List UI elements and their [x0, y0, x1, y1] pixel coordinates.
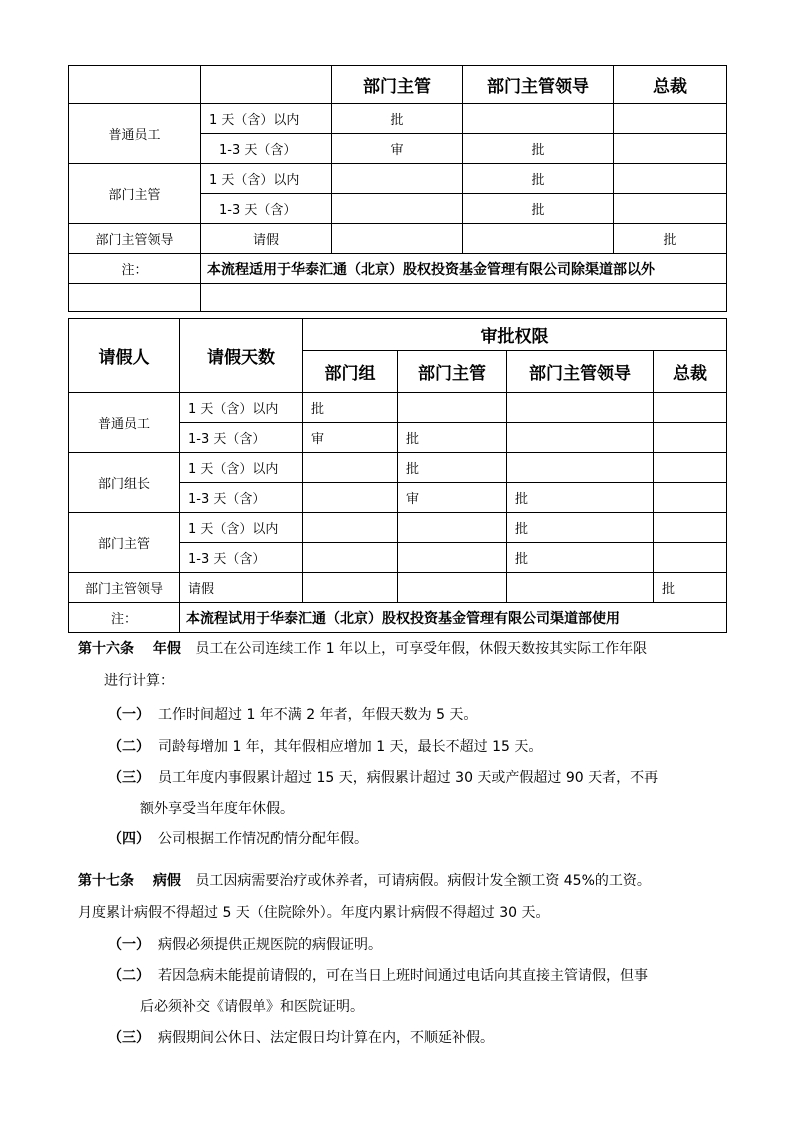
table1-days: 1 天（含）以内 [201, 104, 332, 134]
approval-table-general [68, 65, 727, 312]
table2-days: 1 天（含）以内 [180, 513, 303, 543]
table2-cell [303, 453, 398, 483]
table1-days: 1 天（含）以内 [201, 164, 332, 194]
table1-header-blank-2 [201, 66, 332, 104]
table2-cell [303, 543, 398, 573]
table2-header-dept-leader: 部门主管领导 [507, 351, 654, 393]
table2-cell: 批 [507, 483, 654, 513]
article-16-line2: 进行计算： [104, 673, 174, 689]
table2-group: 部门组长 [69, 453, 180, 513]
table2-header-authority: 审批权限 [303, 319, 727, 351]
table1-cell [614, 134, 727, 164]
list-item: （一） 工作时间超过 1 年不满 2 年者，年假天数为 5 天。 [108, 707, 478, 723]
table2-days: 1 天（含）以内 [180, 393, 303, 423]
table1-cell [614, 194, 727, 224]
table1-cell: 批 [614, 224, 727, 254]
table2-cell: 审 [303, 423, 398, 453]
table2-cell [654, 483, 727, 513]
table2-cell [398, 573, 507, 603]
table1-days: 1-3 天（含） [201, 134, 332, 164]
table2-header-applicant: 请假人 [69, 319, 180, 393]
table1-cell [463, 104, 614, 134]
list-item: （三） 员工年度内事假累计超过 15 天，病假累计超过 30 天或产假超过 90 天者，不再 [108, 770, 659, 786]
table2-group: 部门主管领导 [69, 573, 180, 603]
table1-days: 1-3 天（含） [201, 194, 332, 224]
table1-empty-cell [69, 284, 201, 312]
table1-cell [332, 224, 463, 254]
article-17-title: 第十七条 病假 [78, 873, 181, 889]
table2-note-text: 本流程试用于华泰汇通（北京）股权投资基金管理有限公司渠道部使用 [180, 603, 727, 633]
list-item-continuation: 后必须补交《请假单》和医院证明。 [140, 999, 364, 1015]
table1-cell: 批 [463, 194, 614, 224]
table2-days: 请假 [180, 573, 303, 603]
table2-cell [654, 393, 727, 423]
table2-cell: 审 [398, 483, 507, 513]
table2-cell [507, 393, 654, 423]
table2-cell: 批 [398, 453, 507, 483]
table1-group: 部门主管领导 [69, 224, 201, 254]
list-item: （四） 公司根据工作情况酌情分配年假。 [108, 831, 368, 847]
article-17-line1: 员工因病需要治疗或休养者，可请病假。病假计发全额工资 45%的工资。 [195, 873, 651, 889]
table2-cell: 批 [303, 393, 398, 423]
table1-cell [614, 164, 727, 194]
table2-header-dept-group: 部门组 [303, 351, 398, 393]
table2-note-label: 注： [69, 603, 180, 633]
table2-cell [398, 393, 507, 423]
table1-empty-cell [201, 284, 727, 312]
table2-cell [303, 573, 398, 603]
table2-cell [654, 513, 727, 543]
table1-cell: 批 [463, 164, 614, 194]
table2-cell [507, 453, 654, 483]
table2-header-president: 总裁 [654, 351, 727, 393]
table1-cell [614, 104, 727, 134]
table2-days: 1-3 天（含） [180, 423, 303, 453]
table2-group: 部门主管 [69, 513, 180, 573]
table1-cell: 审 [332, 134, 463, 164]
table1-cell [463, 224, 614, 254]
table2-cell [507, 573, 654, 603]
list-item: （二） 若因急病未能提前请假的，可在当日上班时间通过电话向其直接主管请假，但事 [108, 968, 648, 984]
table1-header-dept-manager: 部门主管 [332, 66, 463, 104]
table2-cell [398, 513, 507, 543]
table1-group: 普通员工 [69, 104, 201, 164]
table1-cell: 批 [463, 134, 614, 164]
table1-header-dept-leader: 部门主管领导 [463, 66, 614, 104]
table2-cell: 批 [507, 513, 654, 543]
table1-cell: 批 [332, 104, 463, 134]
table1-header-blank-1 [69, 66, 201, 104]
table1-note-label: 注： [69, 254, 201, 284]
table1-cell [332, 164, 463, 194]
list-item-continuation: 额外享受当年度年休假。 [140, 801, 294, 817]
table2-header-days: 请假天数 [180, 319, 303, 393]
list-item: （二） 司龄每增加 1 年，其年假相应增加 1 天，最长不超过 15 天。 [108, 739, 543, 755]
table2-cell [303, 483, 398, 513]
table2-cell [303, 513, 398, 543]
list-item: （一） 病假必须提供正规医院的病假证明。 [108, 937, 382, 953]
table2-cell [654, 423, 727, 453]
table1-group: 部门主管 [69, 164, 201, 224]
table2-cell: 批 [398, 423, 507, 453]
table2-cell: 批 [654, 573, 727, 603]
table2-days: 1 天（含）以内 [180, 453, 303, 483]
list-item: （三） 病假期间公休日、法定假日均计算在内，不顺延补假。 [108, 1030, 494, 1046]
table1-header-president: 总裁 [614, 66, 727, 104]
table1-note-text: 本流程适用于华泰汇通（北京）股权投资基金管理有限公司除渠道部以外 [201, 254, 727, 284]
table2-cell [654, 543, 727, 573]
table1-cell [332, 194, 463, 224]
table2-cell: 批 [507, 543, 654, 573]
approval-table-channel [68, 318, 727, 633]
table2-cell [507, 423, 654, 453]
table2-days: 1-3 天（含） [180, 543, 303, 573]
table2-days: 1-3 天（含） [180, 483, 303, 513]
table1-days: 请假 [201, 224, 332, 254]
table2-header-dept-manager: 部门主管 [398, 351, 507, 393]
article-16-title: 第十六条 年假 [78, 641, 181, 657]
table2-group: 普通员工 [69, 393, 180, 453]
table2-cell [398, 543, 507, 573]
article-16-line1: 员工在公司连续工作 1 年以上，可享受年假，休假天数按其实际工作年限 [195, 641, 648, 657]
article-17-line2: 月度累计病假不得超过 5 天（住院除外）。年度内累计病假不得超过 30 天。 [78, 905, 550, 921]
table2-cell [654, 453, 727, 483]
